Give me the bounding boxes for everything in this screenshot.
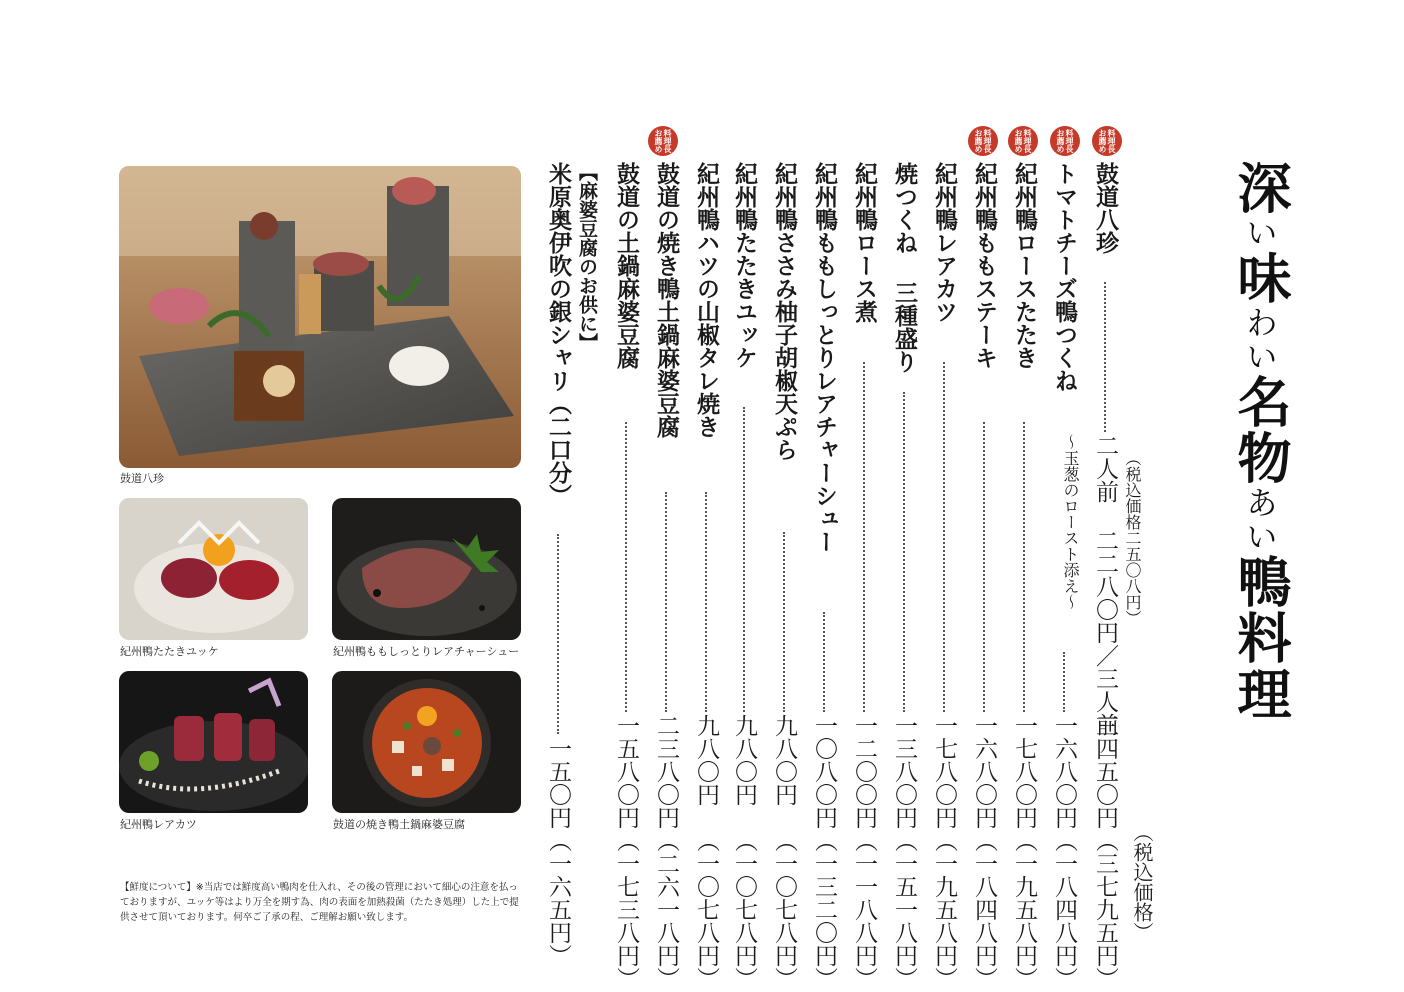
menu-item-name: トマトチーズ鴨つくね (1051, 162, 1078, 392)
menu-section-label: 【麻婆豆腐のお供に】 (576, 162, 598, 352)
menu-item (1046, 162, 1082, 990)
menu-item-tax-price: （一五一八円） (891, 829, 917, 990)
photo-caption: 鼓道の焼き鴨土鍋麻婆豆腐 (333, 818, 465, 831)
photo-rare-katsu (119, 671, 308, 813)
leader-dots (903, 392, 905, 712)
menu-item-name: 紀州鴨ロースたたき (1011, 162, 1038, 369)
leader-dots (943, 362, 945, 712)
menu-item-tax-note: （税込価格二五〇八円） (1123, 450, 1142, 626)
menu-item-price: 一七八〇円 (931, 714, 957, 829)
leader-dots (705, 492, 707, 712)
menu-item (806, 162, 842, 990)
menu-item-price: 一六八〇円 (971, 714, 997, 829)
leader-dots (823, 612, 825, 712)
menu-item-price: 二三八〇円 (653, 714, 679, 829)
menu-item-name: 米原奥伊吹の銀シャリ（二口分） (545, 162, 572, 507)
recommend-stamp: 料理長お薦め (968, 126, 998, 156)
menu-item (540, 162, 576, 982)
menu-item-tax-price: （一九五八円） (931, 829, 957, 990)
menu-item-price: 一〇八〇円 (811, 714, 837, 829)
menu-item-name: 紀州鴨ロース煮 (851, 162, 878, 323)
menu-item (1087, 162, 1123, 990)
menu-section-note (572, 162, 602, 982)
menu-item-tax-price: （一〇七八円） (771, 829, 797, 990)
menu-item-name: 紀州鴨ももステーキ (971, 162, 998, 369)
leader-dots (983, 422, 985, 712)
photo-mapo-tofu (332, 671, 521, 813)
menu-item-price: 一二〇〇円 (851, 714, 877, 829)
menu-item (648, 162, 684, 990)
menu-item-tax-price: （一〇七八円） (731, 829, 757, 990)
menu-item-tax-price: （一一八八円） (851, 829, 877, 990)
menu-item-name: 紀州鴨ハツの山椒タレ焼き (693, 162, 720, 438)
leader-dots (1104, 282, 1106, 432)
photo-tataki-yukke (119, 498, 308, 640)
page-title: 深い味わい名物あい鴨料理 (1229, 160, 1292, 722)
menu-item (688, 162, 724, 990)
leader-dots (1063, 652, 1065, 712)
menu-item (608, 162, 644, 990)
photo-caption: 紀州鴨レアカツ (120, 818, 197, 831)
menu-item (1006, 162, 1042, 990)
menu-item-price: 一六八〇円 (1051, 714, 1077, 829)
menu-item-name: 鼓道の土鍋麻婆豆腐 (613, 162, 640, 369)
menu-item-name: 紀州鴨ももしっとりレアチャーシュー (811, 162, 838, 553)
menu-item-tax-price: （一八四八円） (971, 829, 997, 990)
menu-item-tax-price: （一九五八円） (1011, 829, 1037, 990)
recommend-stamp: 料理長お薦め (1092, 126, 1122, 156)
freshness-note: 【鮮度について】※当店では鮮度高い鴨肉を仕入れ、その後の管理において細心の注意を払っておりますが、ユッケ等はより万全を期す為、肉の表面を加熱殺菌（たたき処理）した上で提供させて頂いております。何卒ご了承の程、ご理解お願い致します。 (120, 882, 519, 923)
menu-item (966, 162, 1002, 990)
menu-item-tax-price: （二六一八円） (653, 829, 679, 990)
menu-item (846, 162, 882, 990)
leader-dots (557, 534, 559, 734)
menu-item (886, 162, 922, 990)
menu-item-tax-price: （一三二〇円） (811, 829, 837, 990)
menu-item-name: 紀州鴨ささみ柚子胡椒天ぷら (771, 162, 798, 461)
menu-item-price: 三四五〇円 (1092, 714, 1118, 829)
menu-item-price: 九八〇円 (731, 714, 757, 806)
menu-item-name: 鼓道八珍 (1092, 162, 1119, 254)
photo-caption: 鼓道八珍 (120, 472, 164, 485)
menu-item-price: 一三八〇円 (891, 714, 917, 829)
menu-item (726, 162, 762, 990)
menu-item-name: 鼓道の焼き鴨土鍋麻婆豆腐 (653, 162, 680, 438)
photo-caption: 紀州鴨たたきユッケ (120, 645, 219, 658)
menu-item-name: 紀州鴨たたきユッケ (731, 162, 758, 369)
leader-dots (1023, 422, 1025, 712)
menu-item-price: 九八〇円 (693, 714, 719, 806)
leader-dots (625, 422, 627, 712)
menu-item-tax-price: （一七三八円） (613, 829, 639, 990)
menu-item-tax-price: （一六五円） (545, 829, 571, 967)
photo-rare-chashu (332, 498, 521, 640)
menu-item-price: 一五〇円 (545, 737, 571, 829)
recommend-stamp: 料理長お薦め (648, 126, 678, 156)
menu-item (926, 162, 962, 990)
leader-dots (863, 362, 865, 712)
menu-item-tax-price: （一八四八円） (1051, 829, 1077, 990)
menu-item-name: 焼つくね 三種盛り (891, 162, 918, 373)
menu-item (766, 162, 802, 990)
photo-caption: 紀州鴨ももしっとりレアチャーシュー (333, 645, 520, 658)
menu-item-price: 一五八〇円 (613, 714, 639, 829)
recommend-stamp: 料理長お薦め (1008, 126, 1038, 156)
menu-item-portion: 二人前 二二八〇円／三人前 (1092, 434, 1118, 736)
leader-dots (783, 532, 785, 712)
menu-item-price: 一七八〇円 (1011, 714, 1037, 829)
menu-item-note (1120, 162, 1144, 982)
menu-item-tax-price: （三七九五円） (1092, 829, 1118, 990)
leader-dots (743, 407, 745, 712)
menu-item-price: 九八〇円 (771, 714, 797, 806)
tax-header-label: （税込価格） (1130, 822, 1154, 942)
menu-item-name: 紀州鴨レアカツ (931, 162, 958, 323)
menu-item-tax-price: （一〇七八円） (693, 829, 719, 990)
leader-dots (665, 492, 667, 712)
menu-item-subtitle: ～玉葱のロースト添え～ (1061, 434, 1080, 610)
recommend-stamp: 料理長お薦め (1050, 126, 1080, 156)
photo-kodo-hacchin (119, 166, 521, 468)
